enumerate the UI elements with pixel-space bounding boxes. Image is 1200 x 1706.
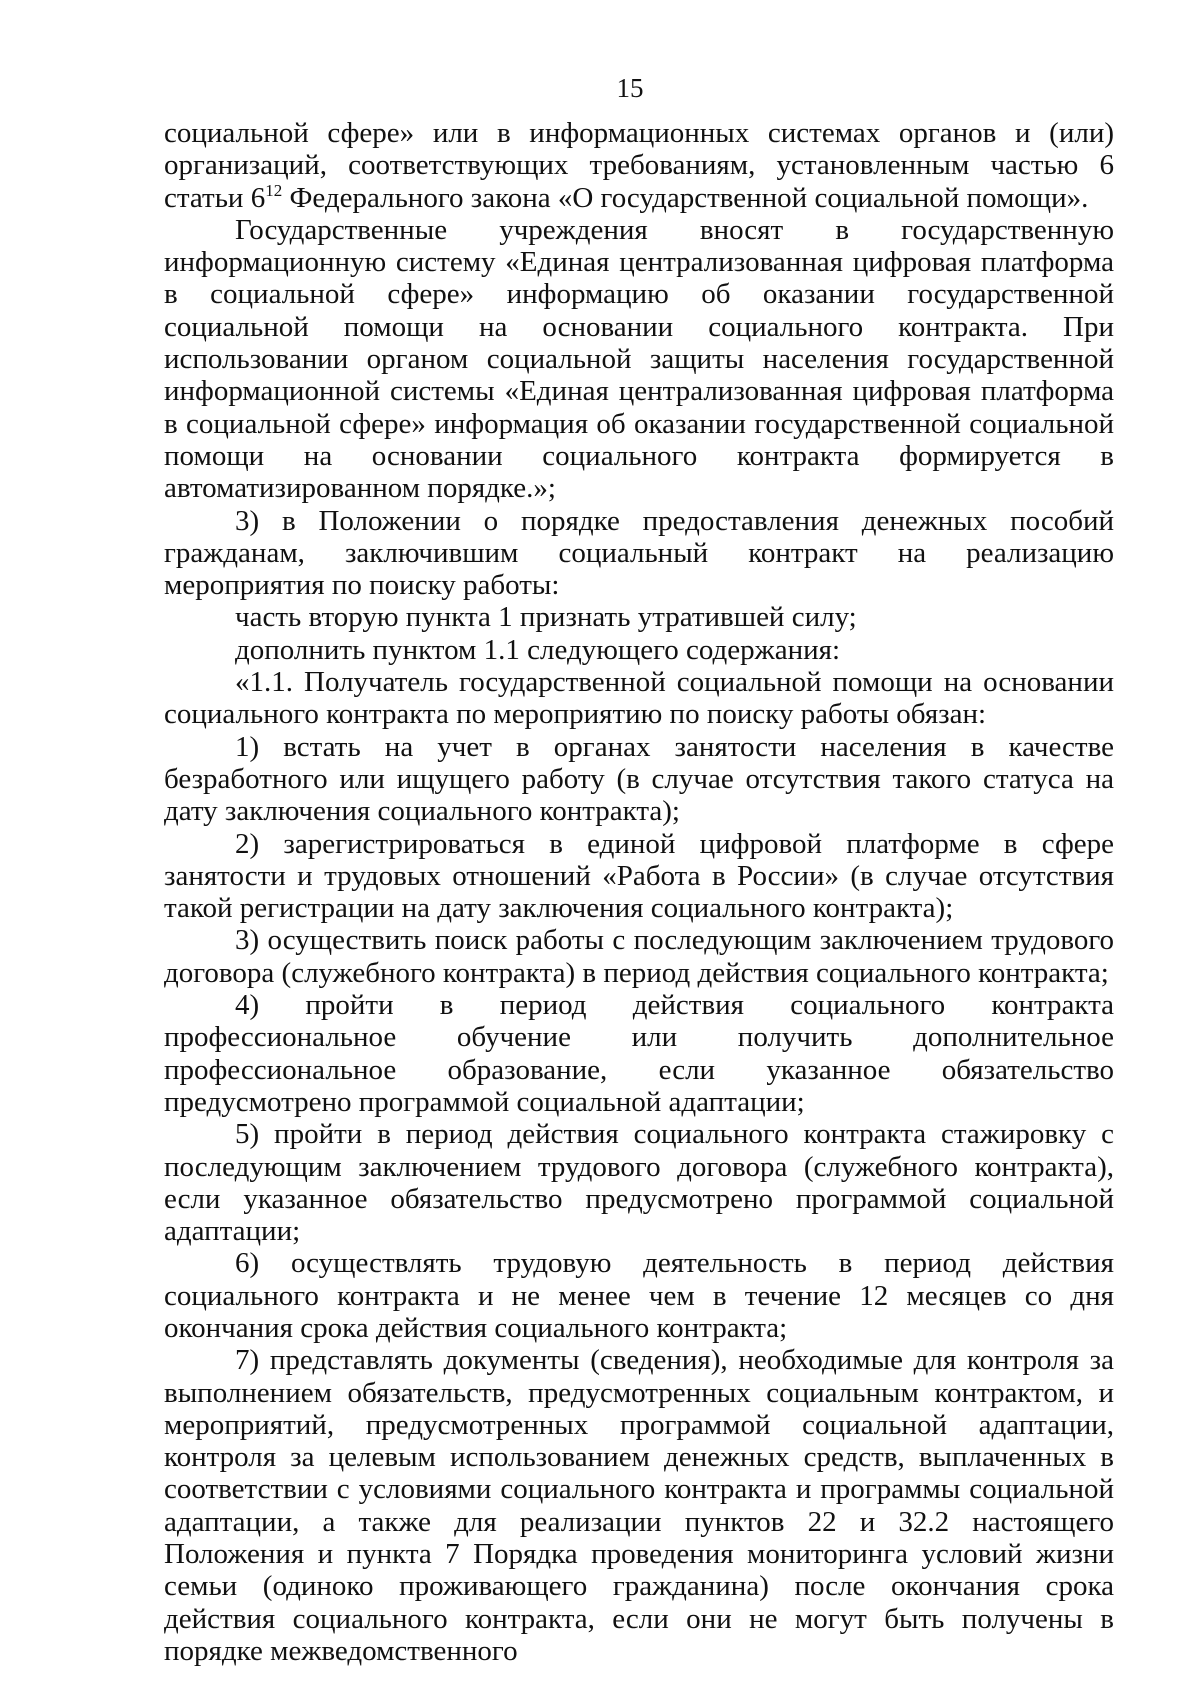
paragraph-clause-1-1: «1.1. Получатель государственной социальной помощи на основании социального контракта по мероприятию по поиску работы обязан: xyxy=(164,666,1114,731)
list-item-6: 6) осуществлять трудовую деятельность в период действия социального контракта и не менее чем в течение 12 месяцев со дня окончания срока действия социального контракта; xyxy=(164,1247,1114,1344)
paragraph-repeal: часть вторую пункта 1 признать утратившей силу; xyxy=(235,601,857,634)
list-item-3: 3) осуществить поиск работы с последующим заключением трудового договора (служебного контракта) в период действия социального контракта; xyxy=(164,924,1114,989)
list-item-4: 4) пройти в период действия социального контракта профессиональное обучение или получить дополнительное профессиональное образование, если указанное обязательство предусмотрено программой социальной адаптации; xyxy=(164,989,1114,1118)
list-item-2: 2) зарегистрироваться в единой цифровой платформе в сфере занятости и трудовых отношений «Работа в России» (в случае отсутствия такой регистрации на дату заключения социального контракта); xyxy=(164,827,1114,925)
list-item-1: 1) встать на учет в органах занятости населения в качестве безработного или ищущего работу (в случае отсутствия такого статуса на дату заключения социального контракта); xyxy=(164,730,1114,828)
paragraph-text: Федерального закона «О государственной социальной помощи». xyxy=(282,181,1089,214)
paragraph-continuation xyxy=(164,117,1114,214)
paragraph-item-3: 3) в Положении о порядке предоставления денежных пособий гражданам, заключившим социальный контракт на реализацию мероприятия по поиску работы: xyxy=(164,504,1114,602)
document-body xyxy=(164,117,1114,1667)
paragraph-state-institutions: Государственные учреждения вносят в государственную информационную систему «Единая централизованная цифровая платформа в социальной сфере» информацию об оказании государственной социальной помощи на основании социального контракта. При использовании органом социальной защиты населения государственной информационной системы «Единая централизованная цифровая платформа в социальной сфере» информация об оказании государственной социальной помощи на основании социального контракта формируется в автоматизированном порядке.»; xyxy=(164,213,1114,505)
paragraph-supplement: дополнить пунктом 1.1 следующего содержания: xyxy=(235,633,841,666)
list-item-5: 5) пройти в период действия социального контракта стажировку с последующим заключением трудового договора (служебного контракта), если указанное обязательство предусмотрено программой социальной адаптации; xyxy=(164,1118,1114,1248)
list-item-7: 7) представлять документы (сведения), необходимые для контроля за выполнением обязательств, предусмотренных социальным контрактом, и мероприятий, предусмотренных программой социальной адаптации, контроля за целевым использованием денежных средств, выплаченных в соответствии с условиями социального контракта и программы социальной адаптации, а также для реализации пунктов 22 и 32.2 настоящего Положения и пункта 7 Порядка проведения мониторинга условий жизни семьи (одиноко проживающего гражданина) после окончания срока действия социального контракта, если они не могут быть получены в порядке межведомственного xyxy=(164,1344,1114,1667)
superscript: 12 xyxy=(265,180,283,200)
paragraph-text: социальной сфере» или в информационных системах органов и (или) организаций, соответствующих требованиям, установленным частью 6 статьи 6 xyxy=(164,117,1114,214)
page-number: 15 xyxy=(616,73,644,103)
